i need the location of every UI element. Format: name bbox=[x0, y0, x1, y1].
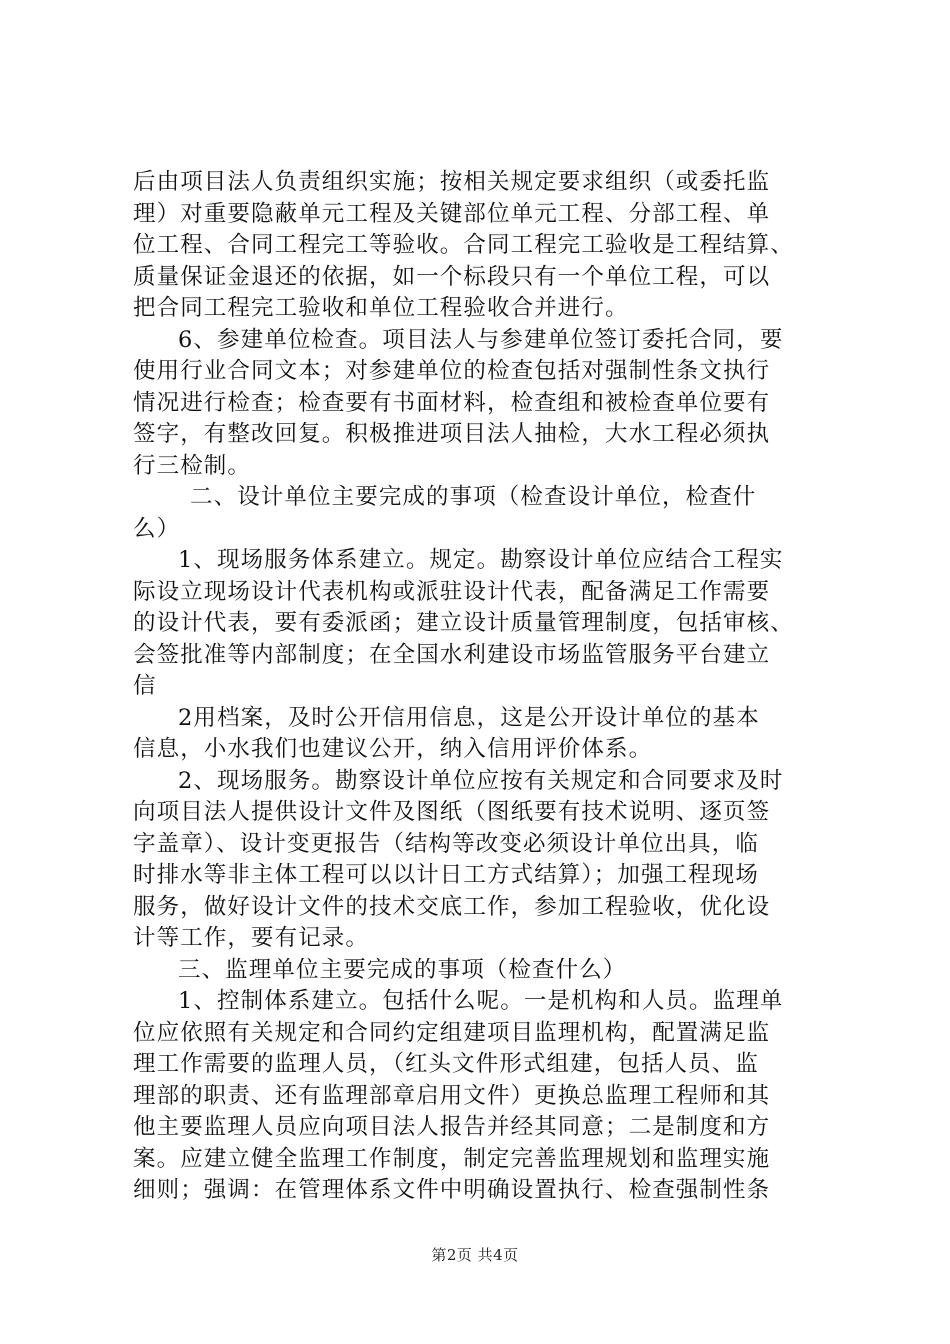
text-line: 质量保证金退还的依据，如一个标段只有一个单位工程，可以 bbox=[133, 263, 771, 290]
text-line: 际设立现场设计代表机构或派驻设计代表，配备满足工作需要 bbox=[133, 578, 771, 605]
text-line: 服务，做好设计文件的技术交底工作，参加工程验收，优化设 bbox=[133, 893, 771, 920]
page-footer: 第2页 共4页 bbox=[431, 1246, 519, 1264]
text-line: 2用档案，及时公开信用信息，这是公开设计单位的基本 bbox=[178, 704, 760, 731]
text-line: 三、监理单位主要完成的事项（检查什么） bbox=[178, 956, 627, 983]
text-line: 6、参建单位检查。项目法人与参建单位签订委托合同，要 bbox=[178, 326, 784, 353]
text-line: 把合同工程完工验收和单位工程验收合并进行。 bbox=[133, 295, 629, 321]
document-body bbox=[133, 167, 833, 1207]
text-line: 会签批准等内部制度；在全国水利建设市场监管服务平台建立 bbox=[133, 641, 771, 668]
text-line: 么） bbox=[133, 515, 181, 542]
text-line: 情况进行检查；检查要有书面材料，检查组和被检查单位要有 bbox=[133, 389, 771, 416]
text-line: 位应依照有关规定和合同约定组建项目监理机构，配置满足监 bbox=[133, 1019, 771, 1046]
text-line: 案。应建立健全监理工作制度，制定完善监理规划和监理实施 bbox=[133, 1145, 771, 1172]
text-line: 时排水等非主体工程可以以计日工方式结算）；加强工程现场 bbox=[133, 862, 759, 888]
text-line: 信息，小水我们也建议公开，纳入信用评价体系。 bbox=[133, 736, 653, 762]
text-line: 二、设计单位主要完成的事项（检查设计单位，检查什 bbox=[190, 484, 757, 510]
text-line: 信 bbox=[133, 673, 157, 699]
text-line: 向项目法人提供设计文件及图纸（图纸要有技术说明、逐页签 bbox=[133, 799, 771, 825]
text-line: 1、控制体系建立。包括什么呢。一是机构和人员。监理单 bbox=[178, 988, 784, 1014]
text-line: 细则；强调：在管理体系文件中明确设置执行、检查强制性条 bbox=[133, 1177, 771, 1203]
text-line: 1、现场服务体系建立。规定。勘察设计单位应结合工程实 bbox=[178, 547, 784, 573]
text-line: 他主要监理人员应向项目法人报告并经其同意；二是制度和方 bbox=[133, 1114, 771, 1140]
text-line: 理）对重要隐蔽单元工程及关键部位单元工程、分部工程、单 bbox=[133, 200, 771, 227]
text-line: 签字，有整改回复。积极推进项目法人抽检，大水工程必须执 bbox=[133, 421, 771, 447]
text-line: 行三检制。 bbox=[133, 452, 252, 479]
text-line: 理部的职责、还有监理部章启用文件）更换总监理工程师和其 bbox=[133, 1082, 771, 1109]
text-line: 2、现场服务。勘察设计单位应按有关规定和合同要求及时 bbox=[178, 767, 784, 794]
text-line: 计等工作，要有记录。 bbox=[133, 925, 370, 951]
text-line: 的设计代表，要有委派函；建立设计质量管理制度，包括审核、 bbox=[133, 610, 794, 636]
text-line: 字盖章）、设计变更报告（结构等改变必须设计单位出具，临 bbox=[133, 830, 759, 857]
text-line: 后由项目法人负责组织实施；按相关规定要求组织（或委托监 bbox=[133, 169, 771, 195]
text-line: 使用行业合同文本；对参建单位的检查包括对强制性条文执行 bbox=[133, 358, 771, 384]
text-line: 理工作需要的监理人员，（红头文件形式组建，包括人员、监 bbox=[133, 1051, 759, 1077]
text-line: 位工程、合同工程完工等验收。合同工程完工验收是工程结算、 bbox=[133, 232, 794, 258]
